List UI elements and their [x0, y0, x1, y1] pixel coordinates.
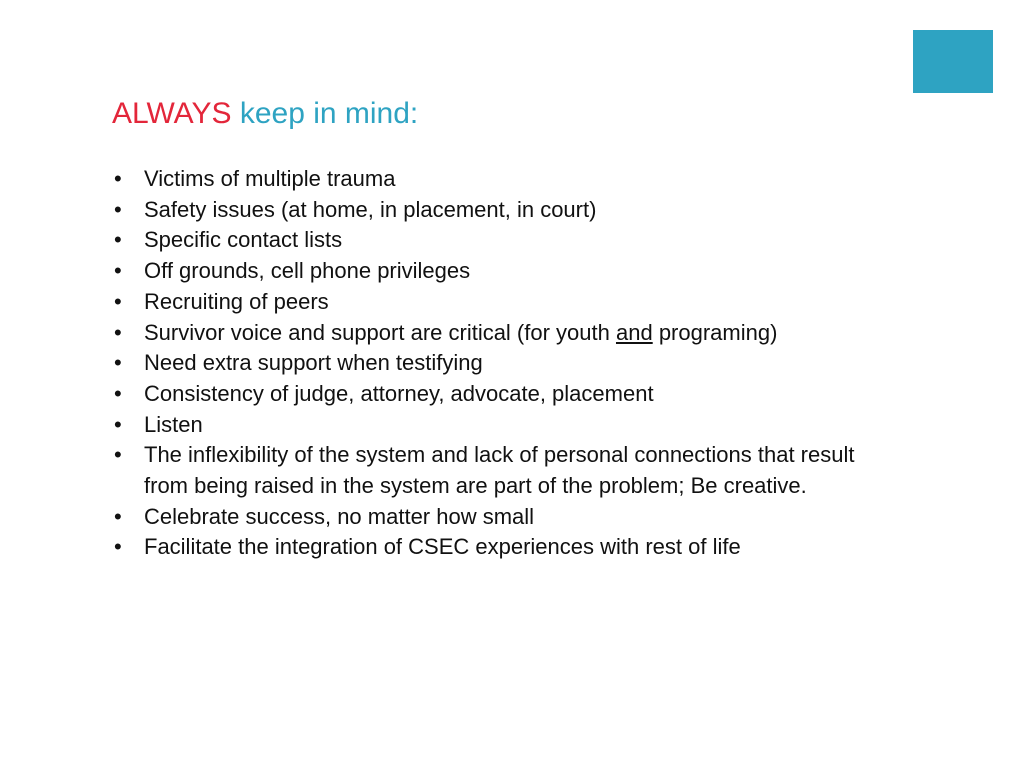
list-item — [112, 532, 882, 563]
list-item-text: Off grounds, cell phone privileges — [144, 258, 471, 284]
list-item-text: Listen — [144, 411, 203, 437]
title-emphasis: ALWAYS — [112, 97, 232, 130]
list-item-text: Safety issues (at home, in placement, in court) — [144, 196, 597, 222]
list-item-text: Facilitate the integration of CSEC experiences with rest of life — [144, 534, 741, 560]
bullet-dot-icon: • — [114, 350, 122, 376]
list-item-text: Celebrate success, no matter how small — [144, 503, 535, 529]
list-item-text: Specific contact lists — [144, 227, 343, 253]
bullet-dot-icon: • — [114, 503, 122, 529]
bullet-dot-icon: • — [114, 442, 122, 468]
list-item-text-start: Survivor voice and support are critical (for youth — [144, 319, 616, 345]
bullet-dot-icon: • — [114, 288, 122, 314]
bullet-dot-icon: • — [114, 380, 122, 406]
list-item — [112, 348, 882, 379]
list-item — [112, 195, 882, 226]
list-item — [112, 164, 882, 195]
list-item-text: Need extra support when testifying — [144, 350, 483, 376]
bullet-dot-icon: • — [114, 196, 122, 222]
bullet-dot-icon: • — [114, 166, 122, 191]
bullet-dot-icon: • — [114, 227, 122, 253]
bullet-dot-icon: • — [114, 534, 122, 560]
list-item — [112, 225, 882, 256]
list-item-text: The inflexibility of the system and lack of personal connections that result from being raised in the system are part of the problem; Be creative. — [144, 442, 855, 499]
list-item-text: Consistency of judge, attorney, advocate, placement — [144, 380, 654, 406]
list-item-text: Recruiting of peers — [144, 288, 329, 314]
bullet-dot-icon: • — [114, 319, 122, 345]
list-item — [112, 379, 882, 410]
list-item — [112, 318, 882, 349]
accent-square — [913, 30, 993, 93]
bullet-list — [112, 164, 882, 563]
list-item — [112, 256, 882, 287]
list-item-text: Victims of multiple trauma — [144, 166, 396, 191]
list-item-text-end: programing) — [652, 319, 778, 345]
bullet-dot-icon: • — [114, 411, 122, 437]
bullet-dot-icon: • — [114, 258, 122, 284]
list-item — [112, 410, 882, 441]
title-rest: keep in mind: — [239, 97, 419, 130]
underlined-word: and — [615, 319, 653, 345]
list-item — [112, 287, 882, 318]
slide-title — [112, 94, 418, 134]
list-item — [112, 440, 882, 501]
list-item — [112, 502, 882, 533]
